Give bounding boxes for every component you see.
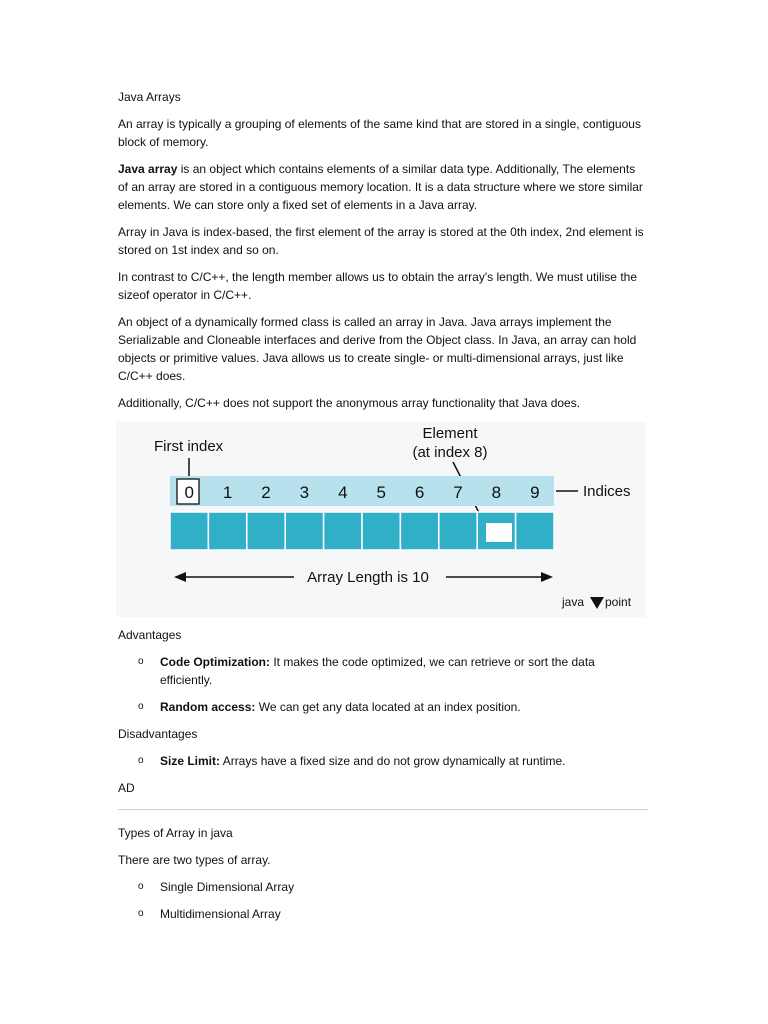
bullet-mark: o xyxy=(138,881,144,892)
index-label-9: 9 xyxy=(530,483,540,502)
paragraph-java-array-text: is an object which contains elements of a similar data type. Additionally, The elements of an array are stored in a contiguous memory location. It is a data structure where we store similar elements. We can store only a fixed set of elements in a Java array. xyxy=(118,162,643,212)
disadvantage-term: Size Limit: xyxy=(160,754,221,768)
element-highlight xyxy=(486,523,512,542)
list-item xyxy=(118,752,648,770)
indices-label: Indices xyxy=(583,483,631,500)
list-item xyxy=(118,698,648,716)
paragraph-length: In contrast to C/C++, the length member allows us to obtain the array's length. We must utilise the sizeof operator in C/C++. xyxy=(118,270,637,302)
types-list xyxy=(118,878,648,923)
index-label-0: 0 xyxy=(184,483,194,502)
document-page xyxy=(118,88,648,932)
types-intro: There are two types of array. xyxy=(118,853,271,867)
list-item xyxy=(118,905,648,923)
bold-term-java-array: Java array xyxy=(118,162,178,176)
element-label-line1: Element xyxy=(422,425,478,442)
array-cell-9 xyxy=(516,512,554,550)
index-label-3: 3 xyxy=(299,483,310,502)
index-label-5: 5 xyxy=(376,483,386,502)
paragraph-object: An object of a dynamically formed class is called an array in Java. Java arrays implement the Serializable and Cloneable interfaces and derive from the Object class. In Java, an array can hold objects or primitive values. Java allows us to create single- or multi-dimensional arrays, just like C/C++ does. xyxy=(118,315,637,383)
advantage-term: Random access: xyxy=(160,700,256,714)
bullet-mark: o xyxy=(138,656,144,667)
advantages-heading: Advantages xyxy=(118,628,182,642)
advantage-text: We can get any data located at an index position. xyxy=(255,700,521,714)
disadvantage-text: Arrays have a fixed size and do not grow dynamically at runtime. xyxy=(220,754,566,768)
array-cell-0 xyxy=(170,512,208,550)
ad-label: AD xyxy=(118,781,135,795)
array-diagram-svg xyxy=(116,422,646,617)
advantage-term: Code Optimization: xyxy=(160,655,270,669)
paragraph-anonymous: Additionally, C/C++ does not support the anonymous array functionality that Java does. xyxy=(118,396,581,410)
index-label-4: 4 xyxy=(338,483,348,502)
list-item xyxy=(118,653,648,689)
array-cell-2 xyxy=(247,512,285,550)
bullet-mark: o xyxy=(138,701,144,712)
brand-t-mark xyxy=(590,597,604,609)
element-label-line2: (at index 8) xyxy=(412,444,488,461)
index-label-8: 8 xyxy=(491,483,502,502)
page-title: Java Arrays xyxy=(118,90,181,104)
paragraph-intro: An array is typically a grouping of elements of the same kind that are stored in a single, contiguous block of memory. xyxy=(118,117,641,149)
array-cell-7 xyxy=(439,512,477,550)
length-arrow-left-head xyxy=(174,572,186,582)
array-cell-4 xyxy=(324,512,362,550)
disadvantages-heading: Disadvantages xyxy=(118,727,198,741)
brand-right-text: point xyxy=(605,595,632,609)
types-heading: Types of Array in java xyxy=(118,826,233,840)
type-text: Single Dimensional Array xyxy=(160,880,295,894)
paragraph-java-array xyxy=(118,160,648,214)
index-label-2: 2 xyxy=(261,483,271,502)
brand-left-text: java xyxy=(562,595,585,609)
bullet-mark: o xyxy=(138,755,144,766)
array-cell-6 xyxy=(400,512,438,550)
index-label-1: 1 xyxy=(222,483,233,502)
javatpoint-logo xyxy=(561,595,632,609)
bullet-mark: o xyxy=(138,908,144,919)
index-label-6: 6 xyxy=(414,483,425,502)
first-index-label: First index xyxy=(154,438,224,455)
array-diagram xyxy=(116,422,646,617)
length-arrow-right-head xyxy=(541,572,553,582)
list-item xyxy=(118,878,648,896)
disadvantages-list xyxy=(118,752,648,770)
paragraph-index-based: Array in Java is index-based, the first element of the array is stored at the 0th index, 2nd element is stored on 1st index and so on. xyxy=(118,225,644,257)
array-cell-5 xyxy=(362,512,400,550)
array-cell-1 xyxy=(208,512,246,550)
section-divider xyxy=(118,809,648,810)
advantage-text: It makes the code optimized, we can retrieve or sort the data efficiently. xyxy=(160,655,595,687)
type-text: Multidimensional Array xyxy=(160,907,281,921)
index-label-7: 7 xyxy=(453,483,463,502)
array-cell-3 xyxy=(285,512,323,550)
advantages-list xyxy=(118,653,648,716)
array-length-label: Array Length is 10 xyxy=(307,569,429,586)
